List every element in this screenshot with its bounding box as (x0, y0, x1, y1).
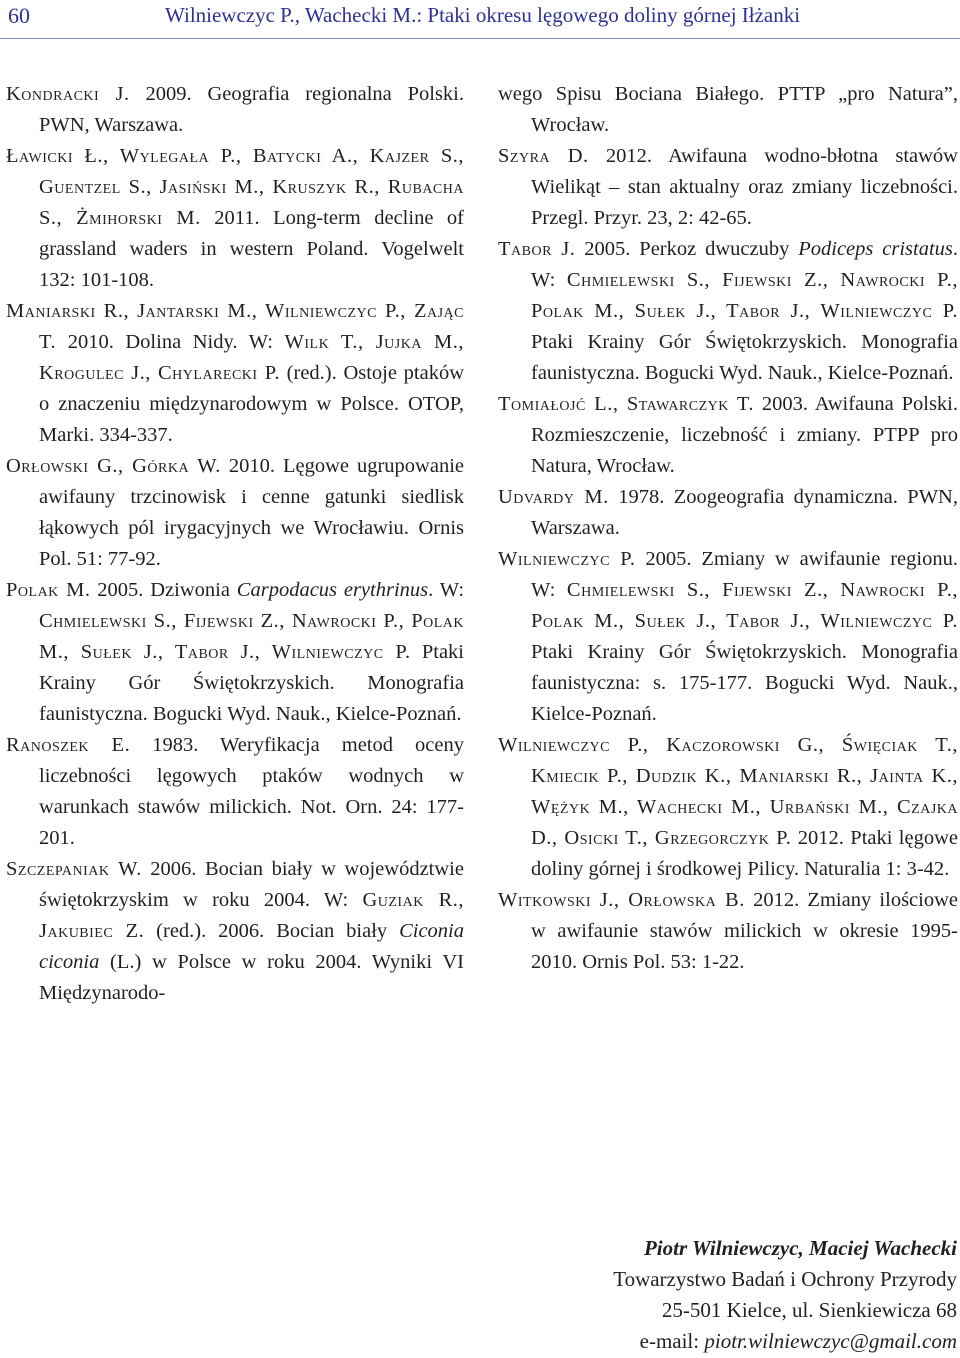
institution: Towarzystwo Badań i Ochrony Przyrody (613, 1267, 957, 1291)
reference-text: . W: (428, 579, 465, 601)
address: 25-501 Kielce, ul. Sienkiewicza 68 (661, 1298, 957, 1322)
reference-authors: Maniarski R., Jantarski M., Wilniewczyc P., Zając T. (6, 300, 464, 353)
reference-text: 2005. Dziwonia (90, 579, 237, 601)
reference-entry (6, 141, 464, 296)
species-name: Carpodacus erythrinus (236, 579, 429, 601)
reference-text: Ptaki Krainy Gór Świętokrzyskich. Monografia faunistyczna: s. 175-177. Bogucki Wyd. Nauk., Kielce-Poznań. (531, 641, 958, 725)
reference-authors: Ławicki Ł., Wylegała P., Batycki A., Kajzer S., Guentzel S., Jasiński M., Kruszyk R., Rubacha S., Żmihorski M. (6, 145, 464, 229)
reference-text: 2005. Zmiany w awifaunie regionu. W: (531, 548, 958, 601)
reference-authors: Chmielewski S., Fijewski Z., Nawrocki P., Polak M., Sułek J., Tabor J., Wilniewczyc P. (531, 269, 958, 322)
reference-text: 2003. Awifauna Polski. Rozmieszczenie, liczebność i zmiany. PTPP pro Natura, Wrocław. (531, 393, 958, 477)
reference-text: Ptaki Krainy Gór Świętokrzyskich. Monografia faunistyczna. Bogucki Wyd. Nauk., Kielce-Poznań. (39, 641, 464, 725)
running-header (0, 0, 960, 39)
reference-entry (498, 389, 958, 482)
reference-authors: Wilk T., Jujka M., Krogulec J., Chylarecki P. (39, 331, 464, 384)
reference-authors: Witkowski J., Orłowska B. (498, 889, 745, 911)
reference-authors: Tomiałojć L., Stawarczyk T. (498, 393, 755, 415)
reference-text: 2005. Perkoz dwuczuby (575, 238, 799, 260)
reference-text: 1978. Zoogeografia dynamiczna. PWN, Warszawa. (531, 486, 958, 539)
reference-text: 2011. Long-term decline of grassland waders in western Poland. Vogelwelt 132: 101-108. (39, 207, 464, 291)
reference-entry (6, 451, 464, 575)
email-label: e-mail: (639, 1329, 705, 1353)
reference-text: wego Spisu Bociana Białego. PTTP „pro Natura”, Wrocław. (498, 83, 958, 136)
reference-authors: Orłowski G., Górka W. (6, 455, 221, 477)
author-affiliation (613, 1233, 957, 1357)
reference-entry (6, 296, 464, 451)
reference-authors: Chmielewski S., Fijewski Z., Nawrocki P., Polak M., Sułek J., Tabor J., Wilniewczyc P. (531, 579, 958, 632)
reference-text: (red.). Ostoje ptaków o znaczeniu międzynarodowym w Polsce. OTOP, Marki. 334-337. (39, 362, 464, 446)
email-line (613, 1326, 957, 1357)
reference-text: (red.). 2006. Bocian biały (144, 920, 400, 942)
reference-text: Ptaki Krainy Gór Świętokrzyskich. Monografia faunistyczna. Bogucki Wyd. Nauk., Kielce-Poznań. (531, 331, 958, 384)
reference-authors: Szczepaniak W. (6, 858, 142, 880)
reference-text: 2010. Lęgowe ugrupowanie awifauny trzcinowisk i cenne gatunki siedlisk łąkowych pól irygacyjnych we Wrocławiu. Ornis Pol. 51: 77-92. (39, 455, 464, 570)
reference-authors: Polak M. (6, 579, 91, 601)
running-title: Wilniewczyc P., Wachecki M.: Ptaki okresu lęgowego doliny górnej Iłżanki (165, 3, 801, 27)
reference-entry (6, 575, 464, 730)
reference-authors: Chmielewski S., Fijewski Z., Nawrocki P., Polak M., Sułek J., Tabor J., Wilniewczyc P. (39, 610, 464, 663)
references-right-column (498, 79, 958, 978)
references-left-column (6, 79, 464, 1009)
author-names: Piotr Wilniewczyc, Maciej Wachecki (643, 1236, 957, 1260)
species-name: Ciconia ciconia (39, 920, 464, 973)
reference-authors: Wilniewczyc P. (498, 548, 636, 570)
reference-entry (498, 544, 958, 730)
reference-text: 2012. Awifauna wodno-błotna stawów Wielikąt – stan aktualny oraz zmiany liczebności. Przegl. Przyr. 23, 2: 42-65. (531, 145, 958, 229)
email-address[interactable]: piotr.wilniewczyc@gmail.com (704, 1329, 957, 1353)
reference-entry (498, 730, 958, 885)
reference-authors: Kondracki J. (6, 83, 130, 105)
reference-authors: Udvardy M. (498, 486, 609, 508)
reference-text: . W: (531, 238, 958, 291)
reference-text: 1983. Weryfikacja metod oceny liczebności lęgowych ptaków wodnych w warunkach stawów milickich. Not. Orn. 24: 177-201. (39, 734, 464, 849)
reference-entry (498, 141, 958, 234)
reference-entry (6, 79, 464, 141)
reference-text: 2010. Dolina Nidy. W: (56, 331, 285, 353)
reference-authors: Szyra D. (498, 145, 589, 167)
reference-text: 2006. Bocian biały w województwie świętokrzyskim w roku 2004. W: (39, 858, 464, 911)
reference-text: 2009. Geografia regionalna Polski. PWN, Warszawa. (39, 83, 464, 136)
reference-authors: Tabor J. (498, 238, 576, 260)
reference-authors: Guziak R., Jakubiec Z. (39, 889, 464, 942)
reference-authors: Ranoszek E. (6, 734, 131, 756)
reference-entry (6, 854, 464, 1009)
reference-text: (L.) w Polsce w roku 2004. Wyniki VI Międzynarodo- (39, 951, 464, 1004)
reference-text: 2012. Ptaki lęgowe doliny górnej i środkowej Pilicy. Naturalia 1: 3-42. (531, 827, 958, 880)
reference-entry (498, 234, 958, 389)
page-number: 60 (8, 3, 30, 28)
reference-entry (498, 885, 958, 978)
reference-text: 2012. Zmiany ilościowe w awifaunie stawów milickich w okresie 1995-2010. Ornis Pol. 53: 1-22. (531, 889, 958, 973)
reference-entry (498, 482, 958, 544)
species-name: Podiceps cristatus (798, 238, 953, 260)
reference-entry (498, 79, 958, 141)
reference-authors: Wilniewczyc P., Kaczorowski G., Święciak T., Kmiecik P., Dudzik K., Maniarski R., Jainta K., Wężyk M., Wachecki M., Urbański M., Czajka D., Osicki T., Grzegorczyk P. (498, 734, 958, 849)
reference-entry (6, 730, 464, 854)
